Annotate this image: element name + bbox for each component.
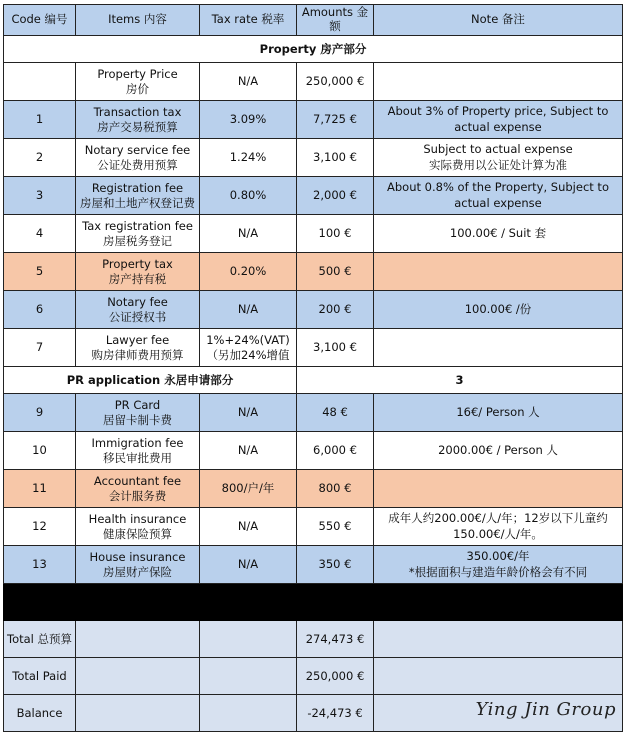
- total-empty: [200, 695, 297, 732]
- row-note: [374, 139, 623, 177]
- balance-label: Balance: [4, 695, 76, 732]
- row-amount: 100 €: [297, 215, 374, 253]
- header-amounts: [297, 5, 374, 36]
- header-items: Items 内容: [76, 5, 200, 36]
- row-amount: 2,000 €: [297, 177, 374, 215]
- header-row: [4, 5, 623, 36]
- item-cn: 公证授权书: [108, 309, 167, 324]
- row-amount: 48 €: [297, 394, 374, 432]
- balance-amount: -24,473 €: [297, 695, 374, 732]
- row-tax: 1.24%: [200, 139, 297, 177]
- item-cn: 移民审批费用: [103, 450, 172, 465]
- row-code: 7: [4, 329, 76, 367]
- note-line2: 实际费用以公证处计算为准: [429, 157, 567, 172]
- tax-line1: 1%+24%(VAT): [206, 332, 290, 347]
- row-item: [76, 215, 200, 253]
- separator-cell: [200, 584, 297, 621]
- row-tax: N/A: [200, 291, 297, 329]
- item-en: Registration fee: [91, 180, 184, 195]
- item-cn: 会计服务费: [108, 488, 167, 503]
- note-line1: 2000.00€ / Person 人: [438, 442, 558, 457]
- total-paid-amount: 250,000 €: [297, 658, 374, 695]
- item-en: Transaction tax: [93, 104, 182, 119]
- row-tax: 800/户/年: [200, 470, 297, 508]
- budget-table: [3, 4, 623, 732]
- row-note: [374, 508, 623, 546]
- total-empty: [374, 658, 623, 695]
- item-en: Notary service fee: [84, 142, 191, 157]
- row-amount: 7,725 €: [297, 101, 374, 139]
- table-row: [4, 63, 623, 101]
- row-tax: N/A: [200, 63, 297, 101]
- total-paid-row: [4, 658, 623, 695]
- header-tax-rate: Tax rate 税率: [200, 5, 297, 36]
- row-code: 3: [4, 177, 76, 215]
- row-item: [76, 253, 200, 291]
- table-row: [4, 394, 623, 432]
- row-code: [4, 63, 76, 101]
- table-row: [4, 101, 623, 139]
- total-label: Total 总预算: [4, 621, 76, 658]
- item-cn: 居留卡制卡费: [103, 412, 172, 427]
- row-amount: 800 €: [297, 470, 374, 508]
- item-en: PR Card: [114, 397, 161, 412]
- header-amounts-line2: 额: [329, 19, 341, 33]
- company-watermark: Ying Jin Group: [475, 699, 616, 720]
- row-code: 5: [4, 253, 76, 291]
- row-tax: N/A: [200, 215, 297, 253]
- item-cn: 健康保险预算: [103, 526, 172, 541]
- separator-cell: [374, 584, 623, 621]
- note-line2: actual expense: [454, 195, 542, 210]
- total-paid-label: Total Paid: [4, 658, 76, 695]
- row-item: [76, 63, 200, 101]
- separator-cell: [4, 584, 76, 621]
- row-code: 4: [4, 215, 76, 253]
- note-line1: About 3% of Property price, Subject to: [387, 104, 609, 118]
- table-row: [4, 432, 623, 470]
- table-row: [4, 546, 623, 584]
- row-item: [76, 432, 200, 470]
- row-code: 9: [4, 394, 76, 432]
- separator-cell: [76, 584, 200, 621]
- item-cn: 房屋和土地产权登记费: [80, 195, 195, 210]
- item-cn: 房产交易税预算: [97, 119, 178, 134]
- item-cn: 房屋税务登记: [103, 233, 172, 248]
- row-item: [76, 177, 200, 215]
- item-en: Notary fee: [107, 294, 168, 309]
- row-tax: N/A: [200, 508, 297, 546]
- item-cn: 房产持有税: [108, 271, 167, 286]
- table-row: [4, 470, 623, 508]
- total-empty: [76, 621, 200, 658]
- row-note: [374, 215, 623, 253]
- row-note: [374, 546, 623, 584]
- total-empty: [200, 621, 297, 658]
- row-amount: 250,000 €: [297, 63, 374, 101]
- item-en: Property tax: [102, 256, 173, 271]
- separator-cell: [297, 584, 374, 621]
- table-row: [4, 177, 623, 215]
- black-separator-row: [4, 584, 623, 621]
- row-tax: 0.20%: [200, 253, 297, 291]
- item-en: Lawyer fee: [105, 332, 170, 347]
- row-note: [374, 101, 623, 139]
- row-code: 6: [4, 291, 76, 329]
- row-code: 11: [4, 470, 76, 508]
- row-code: 10: [4, 432, 76, 470]
- row-tax: N/A: [200, 432, 297, 470]
- row-amount: 350 €: [297, 546, 374, 584]
- row-item: [76, 329, 200, 367]
- item-cn: 购房律师费用预算: [91, 347, 184, 362]
- item-en: Immigration fee: [91, 435, 184, 450]
- row-amount: 200 €: [297, 291, 374, 329]
- row-code: 2: [4, 139, 76, 177]
- pr-section-title: PR application 永居申请部分: [4, 367, 297, 394]
- row-item: [76, 101, 200, 139]
- row-code: 13: [4, 546, 76, 584]
- row-code: 12: [4, 508, 76, 546]
- item-cn: 公证处费用预算: [97, 157, 178, 172]
- header-note: Note 备注: [374, 5, 623, 36]
- row-item: [76, 139, 200, 177]
- item-en: Health insurance: [88, 511, 187, 526]
- row-item: [76, 546, 200, 584]
- header-amounts-line1: Amounts 金: [301, 5, 369, 20]
- row-tax: N/A: [200, 546, 297, 584]
- note-line1: 100.00€ /份: [464, 301, 532, 316]
- total-empty: [200, 658, 297, 695]
- total-empty: [374, 621, 623, 658]
- total-empty: [76, 695, 200, 732]
- note-line1: 350.00€/年: [466, 549, 530, 563]
- row-item: [76, 291, 200, 329]
- table-row: [4, 508, 623, 546]
- row-item: [76, 508, 200, 546]
- total-row: [4, 621, 623, 658]
- row-tax: [200, 329, 297, 367]
- note-line1: About 0.8% of the Property, Subject to: [387, 180, 609, 194]
- table-row: [4, 139, 623, 177]
- row-code: 1: [4, 101, 76, 139]
- row-note: [374, 253, 623, 291]
- row-note: [374, 291, 623, 329]
- row-amount: 3,100 €: [297, 329, 374, 367]
- property-section-row: [4, 36, 623, 63]
- note-line2: *根据面积与建造年龄价格会有不同: [408, 564, 588, 579]
- row-tax: 0.80%: [200, 177, 297, 215]
- item-en: Tax registration fee: [82, 218, 193, 233]
- row-item: [76, 394, 200, 432]
- row-note: [374, 177, 623, 215]
- row-tax: 3.09%: [200, 101, 297, 139]
- note-line1: 成年人约200.00€/人/年；12岁以下儿童约: [388, 511, 608, 525]
- row-note: [374, 394, 623, 432]
- header-code: Code 编号: [4, 5, 76, 36]
- item-en: House insurance: [89, 549, 186, 564]
- note-line1: 16€/ Person 人: [456, 404, 540, 419]
- row-tax: N/A: [200, 394, 297, 432]
- note-line1: Subject to actual expense: [423, 142, 573, 156]
- tax-line2: （另加24%增值: [206, 347, 290, 362]
- row-note: [374, 470, 623, 508]
- note-line2: 150.00€/人/年。: [453, 526, 543, 541]
- row-note: [374, 329, 623, 367]
- row-item: [76, 470, 200, 508]
- row-amount: 6,000 €: [297, 432, 374, 470]
- table-row: [4, 253, 623, 291]
- pr-section-row: [4, 367, 623, 394]
- table-row: [4, 215, 623, 253]
- pr-section-count: 3: [297, 367, 623, 394]
- item-en: Accountant fee: [93, 473, 182, 488]
- row-note: [374, 432, 623, 470]
- table-row: [4, 329, 623, 367]
- item-cn: 房价: [126, 81, 149, 96]
- total-amount: 274,473 €: [297, 621, 374, 658]
- item-cn: 房屋财产保险: [103, 564, 172, 579]
- total-empty: [76, 658, 200, 695]
- row-note: [374, 63, 623, 101]
- note-line2: actual expense: [454, 119, 542, 134]
- note-line1: 100.00€ / Suit 套: [449, 225, 547, 240]
- property-section-title: Property 房产部分: [4, 36, 623, 63]
- row-amount: 3,100 €: [297, 139, 374, 177]
- table-row: [4, 291, 623, 329]
- item-en: Property Price: [97, 66, 178, 81]
- row-amount: 550 €: [297, 508, 374, 546]
- row-amount: 500 €: [297, 253, 374, 291]
